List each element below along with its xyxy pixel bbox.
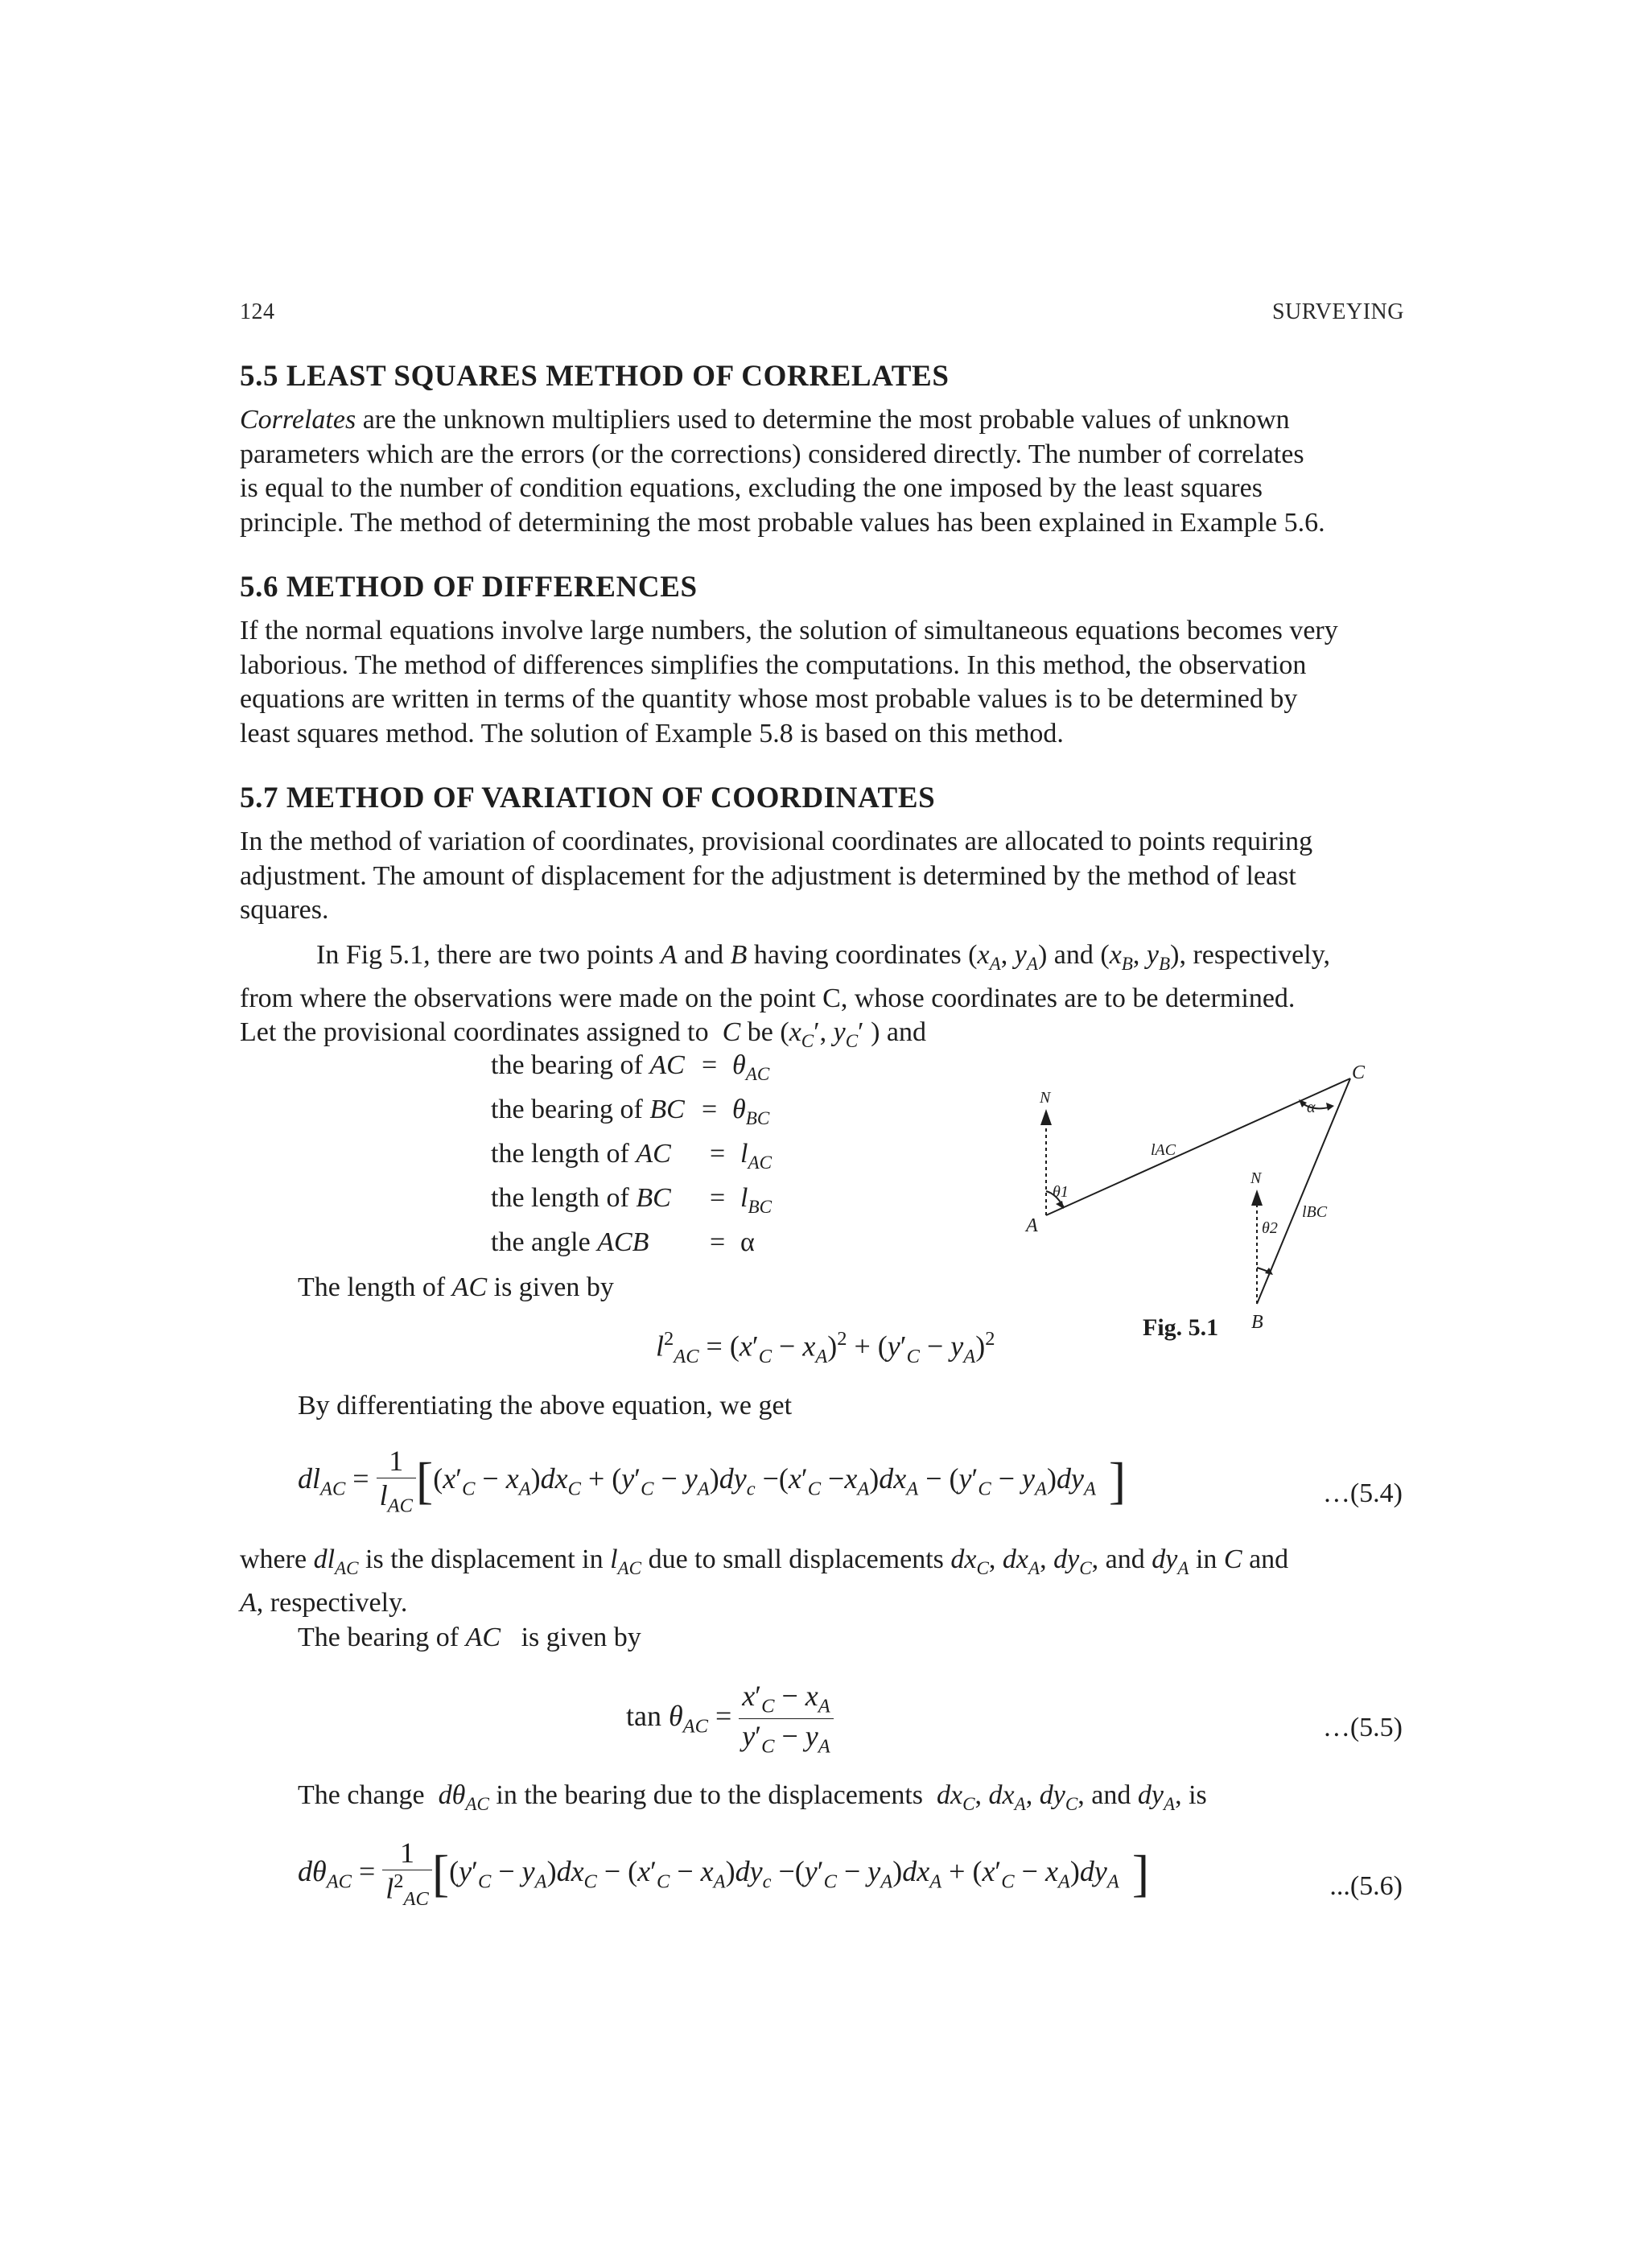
equation-length: $l^2_{AC} = (x'_C - x_A)^2 + (y'_C - y_A)^2$ [656, 1328, 995, 1368]
label-c: C [1352, 1062, 1366, 1083]
label-theta1: θ1 [1053, 1183, 1069, 1201]
paragraph-differences [240, 614, 1407, 751]
text-line: principle. The method of determining the most probable values has been explained in Example 5.6. [240, 507, 1325, 538]
text-line: are the unknown multipliers used to determine the most probable values of unknown [356, 405, 1290, 435]
differentiating-text: By differentiating the above equation, we get [298, 1391, 793, 1421]
label-theta2: θ2 [1262, 1219, 1278, 1237]
figure-caption: Fig. 5.1 [1143, 1314, 1219, 1341]
text-line: parameters which are the errors (or the corrections) considered directly. The number of correlates [240, 439, 1304, 469]
text-line: from where the observations were made on the point C, whose coordinates are to be determined. [240, 983, 1296, 1013]
paragraph-variation [240, 825, 1407, 928]
definition-row: the length of BC = $l_{BC}$ [491, 1183, 772, 1219]
line-ac [1046, 1078, 1350, 1215]
label-north-a: N [1040, 1089, 1051, 1107]
running-title: SURVEYING [1271, 299, 1404, 324]
length-given-line: The length of AC is given by [298, 1272, 614, 1302]
text-line: adjustment. The amount of displacement for the adjustment is determined by the method of least [240, 860, 1296, 891]
change-line: The change $d\theta_{AC}$ in the bearing due to the displacements $dx_C$, $dx_A$, $dy_C$, and $dy_A$, is [298, 1780, 1207, 1816]
label-alpha: α [1307, 1099, 1316, 1116]
label-a: A [1026, 1215, 1038, 1236]
equation-5-5: $\tan \theta_{AC}$ = $\frac{x'_C - x_A}{y'_C - y_A}$ [626, 1674, 834, 1763]
text-line: If the normal equations involve large numbers, the solution of simultaneous equations becomes very [240, 616, 1338, 645]
label-l-bc: lBC [1302, 1203, 1328, 1221]
page-number: 124 [240, 299, 275, 324]
alpha-arrow-2 [1326, 1103, 1334, 1111]
paragraph-where-dl: where $dl_{AC}$ is the displacement in $l_{AC}$ due to small displacements $dx_C$, $dx_A$, $dy_C$, and $dy_A$ in C and A, respectively. [240, 1544, 1289, 1618]
definition-row: the bearing of BC = $\theta_{BC}$ [491, 1095, 770, 1130]
figure-5-1 [1006, 1062, 1392, 1352]
let-line: Let the provisional coordinates assigned to C be ($x_C'$, $y_C'$ ) and [240, 1017, 927, 1053]
line-bc [1257, 1078, 1350, 1304]
text-line: squares. [240, 895, 329, 925]
section-heading-5-7: 5.7 METHOD OF VARIATION OF COORDINATES [240, 781, 936, 814]
fig-ref-line: In Fig 5.1, there are two points A and B having coordinates ($x_A$, $y_A$) and ($x_B$, $y_B$), respectively, [316, 940, 1330, 975]
paragraph-correlates [240, 403, 1407, 540]
definition-row: the length of AC = $l_{AC}$ [491, 1139, 772, 1174]
north-arrow-a [1040, 1109, 1052, 1125]
bearing-given-line: The bearing of AC is given by [298, 1623, 641, 1652]
definition-row: the bearing of AC = $\theta_{AC}$ [491, 1050, 770, 1086]
section-heading-5-5: 5.5 LEAST SQUARES METHOD OF CORRELATES [240, 360, 950, 393]
equation-5-4: $dl_{AC}$ = $\frac{1}{l_{AC}}$ [ $(x'_C - x_A)dx_C + (y'_C - y_A)dy_c -(x'_C -x_A)dx_A - (y'_C - y_A)dy_A$ ] [298, 1445, 1127, 1517]
section-heading-5-6: 5.6 METHOD OF DIFFERENCES [240, 571, 698, 604]
text-line: is equal to the number of condition equations, excluding the one imposed by the least squares [240, 473, 1263, 503]
label-b: B [1251, 1312, 1263, 1333]
label-north-b: N [1250, 1169, 1262, 1187]
text-line: laborious. The method of differences simplifies the computations. In this method, the observation [240, 649, 1307, 680]
equation-5-6: $d\theta_{AC}$ = $\frac{1}{l^2_{AC}}$ [ $(y'_C - y_A)dx_C - (x'_C - x_A)dy_c -(y'_C - y_A)dx_A + (x'_C - x_A)dy_A$ ] [298, 1837, 1150, 1911]
equation-number-5-5: …(5.5) [1322, 1713, 1403, 1742]
north-arrow-b [1251, 1190, 1263, 1206]
text-line: least squares method. The solution of Example 5.8 is based on this method. [240, 718, 1064, 748]
paragraph-fig-ref [240, 938, 1407, 1059]
equation-number-5-4: …(5.4) [1322, 1478, 1403, 1508]
lead-word: Correlates [240, 405, 356, 435]
theta1-arrow [1056, 1201, 1064, 1209]
definition-row: the angle ACB = α [491, 1227, 755, 1257]
text-line: equations are written in terms of the quantity whose most probable values is to be determined by [240, 684, 1298, 714]
label-l-ac: lAC [1151, 1141, 1176, 1159]
equation-number-5-6: ...(5.6) [1329, 1871, 1403, 1901]
text-line: In the method of variation of coordinates, provisional coordinates are allocated to points requiring [240, 827, 1313, 856]
